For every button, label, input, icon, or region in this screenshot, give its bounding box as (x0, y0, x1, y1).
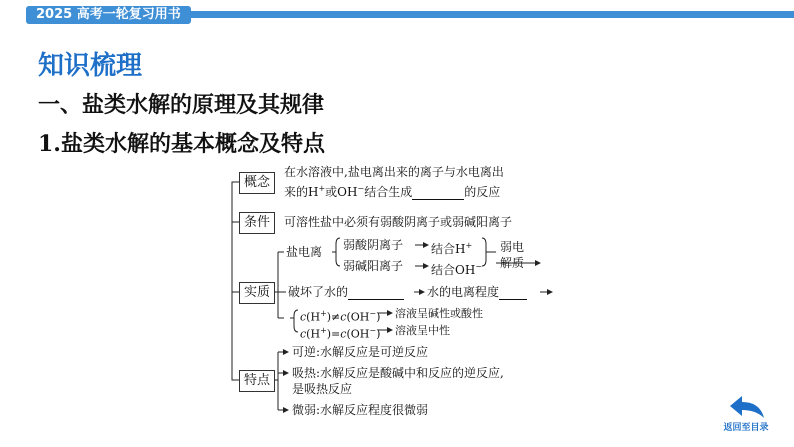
fill-blank (348, 287, 404, 300)
comparison-unequal (300, 306, 380, 325)
weak-base-cation: 弱碱阳离子 (343, 259, 404, 273)
sup-plus: + (320, 309, 327, 318)
combine-h-text: 结合H (431, 242, 466, 256)
destroy-text-b (427, 285, 527, 300)
concept-text-h: 来的H (284, 185, 319, 199)
cmp-text: (H (306, 310, 321, 324)
feature-endothermic-2: 是吸热反应 (292, 382, 353, 396)
c-var: c (340, 310, 347, 324)
sup-plus: + (465, 241, 473, 250)
back-to-contents-button[interactable] (720, 392, 772, 432)
cmp-text: (H (306, 327, 321, 341)
ionize-text: 盐电离 (286, 245, 323, 259)
sup-plus: + (320, 326, 327, 335)
comparison-equal (300, 323, 380, 342)
combine-oh (431, 259, 482, 278)
sup-minus: − (369, 326, 377, 335)
c-var: c (340, 327, 347, 341)
concept-text-oh: 或OH (325, 185, 358, 199)
back-arrow-icon (720, 392, 772, 422)
features-box: 特点 (239, 370, 275, 392)
condition-text: 可溶性盐中必须有弱酸阴离子或弱碱阳离子 (284, 215, 513, 229)
essence-box: 实质 (239, 282, 275, 304)
condition-box: 条件 (239, 212, 275, 234)
cmp-text: ) (376, 327, 381, 341)
destroy-text (288, 285, 404, 300)
concept-text-end: 的反应 (464, 185, 501, 199)
feature-weak: 微弱:水解反应程度很微弱 (292, 403, 429, 417)
ionization-degree: 水的电离程度 (427, 285, 500, 299)
concept-line-1: 在水溶液中,盐电离出来的离子与水电离出 (284, 165, 504, 179)
book-tag: 2025 高考一轮复习用书 (26, 6, 191, 24)
sup-minus: − (475, 262, 483, 271)
heading-2: 1.盐类水解的基本概念及特点 (38, 131, 325, 157)
weak-acid-anion: 弱酸阴离子 (343, 238, 404, 252)
cmp-text: (OH (346, 327, 370, 341)
fill-blank (499, 287, 527, 300)
result-neutral: 溶液呈中性 (395, 324, 450, 337)
concept-box: 概念 (239, 172, 275, 194)
heading-1: 一、盐类水解的原理及其规律 (38, 93, 325, 118)
combine-oh-text: 结合OH (431, 263, 476, 277)
weak-electrolyte-2: 解质 (500, 256, 525, 270)
section-title: 知识梳理 (38, 51, 143, 81)
concept-line-2 (284, 181, 500, 200)
sup-minus: − (369, 309, 377, 318)
concept-text-combine: 结合生成 (364, 185, 413, 199)
cmp-text: (OH (346, 310, 370, 324)
cmp-text: ) (376, 310, 381, 324)
fill-blank (412, 187, 464, 200)
destroy-text-a: 破坏了水的 (288, 285, 349, 299)
feature-endothermic-1: 吸热:水解反应是酸碱中和反应的逆反应, (292, 366, 504, 380)
combine-h (431, 238, 472, 257)
c-var: c (300, 310, 307, 324)
result-basic-acidic: 溶液呈碱性或酸性 (395, 307, 483, 320)
sup-minus: − (357, 184, 365, 193)
back-label: 返回至目录 (723, 423, 769, 433)
cmp-text: )≠ (326, 310, 341, 324)
feature-reversible: 可逆:水解反应是可逆反应 (292, 345, 429, 359)
c-var: c (300, 327, 307, 341)
sup-plus: + (318, 184, 326, 193)
weak-electrolyte-1: 弱电 (500, 240, 525, 254)
cmp-text: )= (326, 327, 341, 341)
